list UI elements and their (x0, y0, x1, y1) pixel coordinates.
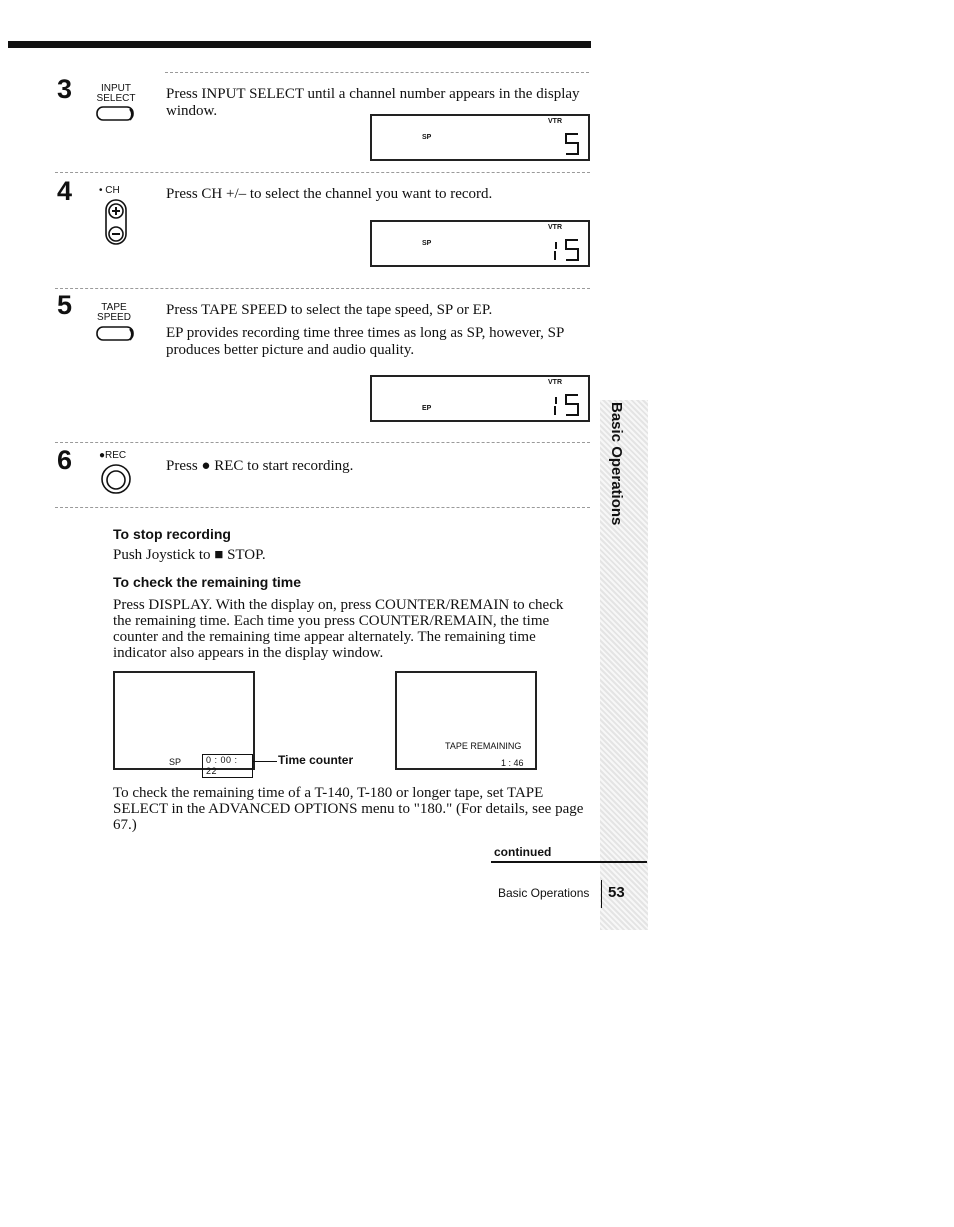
input-select-button-icon (96, 106, 136, 122)
footer-divider (601, 880, 602, 908)
tape-remaining-label: TAPE REMAINING (445, 741, 522, 751)
step-instruction: Press INPUT SELECT until a channel number appears in the display window. (166, 86, 580, 119)
step-number: 3 (57, 74, 73, 104)
section-text: Press DISPLAY. With the display on, press COUNTER/REMAIN to check the remaining time. Each time you press COUNTER/REMAIN, the time counter and the remaining time appear alternately. The remaining time indicator also appears in the display window. (113, 597, 564, 661)
divider (165, 72, 589, 73)
button-label: INPUT SELECT (96, 83, 136, 104)
step-number: 5 (57, 290, 73, 320)
channel-digits (552, 237, 582, 263)
page-number: 53 (608, 884, 625, 901)
step-instruction-detail: EP provides recording time three times as long as SP, however, SP produces better picture and audio quality. (166, 325, 564, 358)
note-text: To check the remaining time of a T-140, T-180 or longer tape, set TAPE SELECT in the ADVANCED OPTIONS menu to "180." (For details, see page 67.) (113, 785, 584, 833)
tape-speed-button-icon (96, 326, 136, 342)
tv-screen-time-counter (113, 671, 255, 776)
continued-label: continued (494, 845, 552, 859)
side-tab-label: Basic Operations (608, 402, 625, 526)
divider (55, 442, 590, 443)
button-label: ●REC (99, 450, 127, 461)
section-text: Push Joystick to ■ STOP. (113, 547, 266, 563)
vtr-display: VTR EP (370, 375, 590, 422)
footer-rule (491, 861, 647, 863)
button-label: TAPE SPEED (97, 302, 131, 323)
step-instruction: Press CH +/– to select the channel you want to record. (166, 186, 493, 202)
time-counter-value: 0 : 00 : 22 (202, 754, 253, 778)
button-label: • CH (99, 185, 120, 196)
vtr-display: VTR SP (370, 114, 590, 161)
divider (55, 288, 590, 289)
divider (55, 507, 590, 508)
time-counter-callout: Time counter (278, 753, 354, 767)
tv-screen-remaining (395, 671, 537, 770)
channel-digits (552, 392, 582, 418)
tape-speed-indicator: SP (169, 757, 182, 767)
footer-section: Basic Operations (498, 886, 590, 900)
section-heading: To stop recording (113, 526, 231, 542)
callout-line (253, 761, 277, 762)
tape-remaining-value: 1 : 46 (501, 758, 524, 768)
divider (55, 172, 590, 173)
channel-plus-minus-icon (104, 198, 130, 248)
step-instruction: Press TAPE SPEED to select the tape speed, SP or EP. (166, 302, 493, 318)
step-instruction: Press ● REC to start recording. (166, 458, 354, 474)
rec-button-icon (100, 463, 134, 497)
top-rule (8, 41, 591, 48)
step-number: 6 (57, 445, 73, 475)
section-heading: To check the remaining time (113, 574, 302, 590)
channel-digits (560, 131, 582, 157)
step-number: 4 (57, 176, 73, 206)
vtr-display: VTR SP (370, 220, 590, 267)
